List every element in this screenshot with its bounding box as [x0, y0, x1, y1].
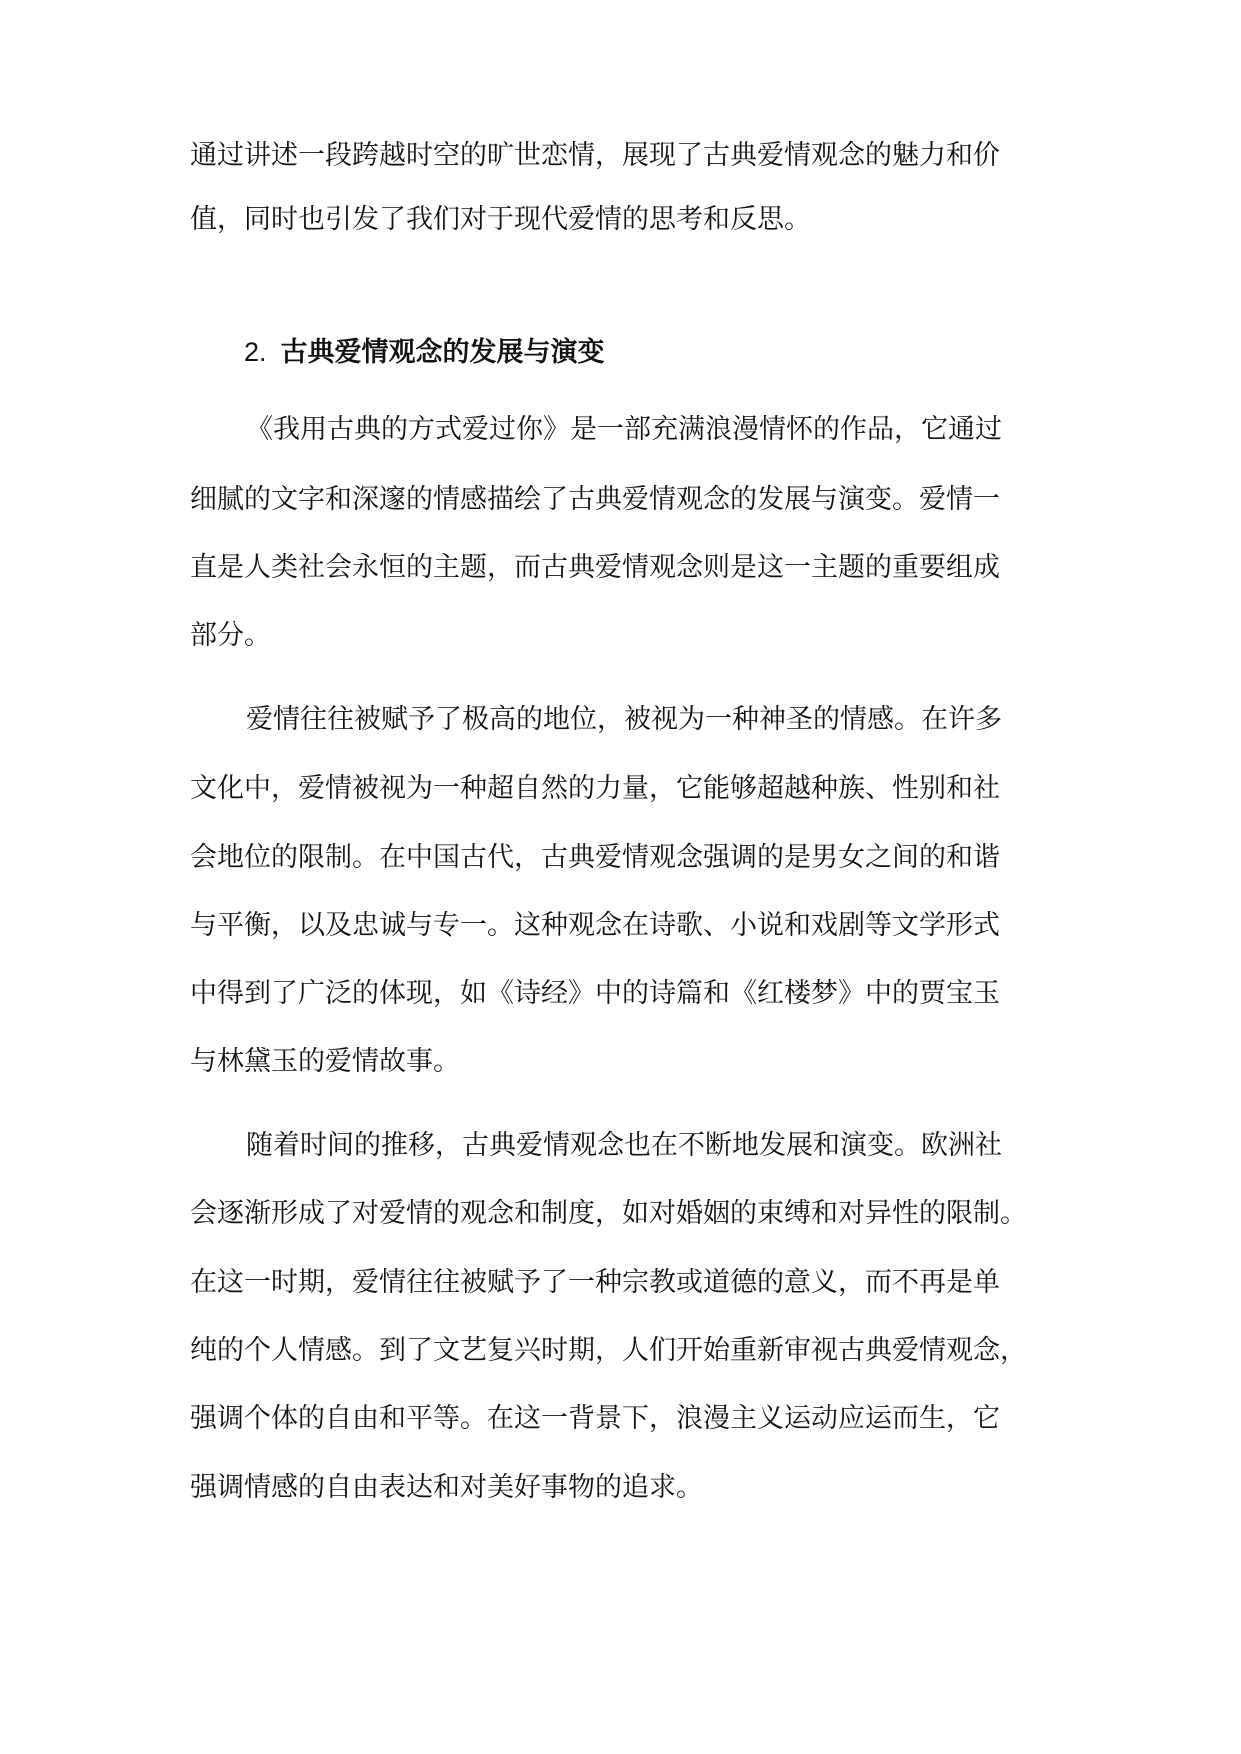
paragraph1-line-3: 直是人类社会永恒的主题，而古典爱情观念则是这一主题的重要组成 [190, 552, 1000, 583]
paragraph3-line-1: 随着时间的推移，古典爱情观念也在不断地发展和演变。欧洲社 [246, 1130, 1002, 1161]
paragraph1-line-2: 细腻的文字和深邃的情感描绘了古典爱情观念的发展与演变。爱情一 [190, 484, 1000, 515]
intro-line-1: 通过讲述一段跨越时空的旷世恋情，展现了古典爱情观念的魅力和价 [190, 140, 1000, 171]
paragraph1-line-1: 《我用古典的方式爱过你》是一部充满浪漫情怀的作品，它通过 [246, 414, 1002, 445]
paragraph2-line-4: 与平衡，以及忠诚与专一。这种观念在诗歌、小说和戏剧等文学形式 [190, 910, 1000, 941]
paragraph3-line-4: 纯的个人情感。到了文艺复兴时期，人们开始重新审视古典爱情观念， [190, 1335, 1027, 1366]
paragraph2-line-3: 会地位的限制。在中国古代，古典爱情观念强调的是男女之间的和谐 [190, 842, 1000, 873]
section-heading [244, 332, 605, 372]
paragraph3-line-2: 会逐渐形成了对爱情的观念和制度，如对婚姻的束缚和对异性的限制。 [190, 1198, 1027, 1229]
paragraph3-line-3: 在这一时期，爱情往往被赋予了一种宗教或道德的意义，而不再是单 [190, 1267, 1000, 1298]
paragraph3-line-6: 强调情感的自由表达和对美好事物的追求。 [190, 1472, 703, 1503]
paragraph1-line-4: 部分。 [190, 620, 271, 651]
paragraph2-line-1: 爱情往往被赋予了极高的地位，被视为一种神圣的情感。在许多 [246, 704, 1002, 735]
section-number: 2. [244, 337, 267, 367]
paragraph2-line-2: 文化中，爱情被视为一种超自然的力量，它能够超越种族、性别和社 [190, 773, 1000, 804]
intro-line-2: 值，同时也引发了我们对于现代爱情的思考和反思。 [190, 204, 811, 235]
paragraph3-line-5: 强调个体的自由和平等。在这一背景下，浪漫主义运动应运而生，它 [190, 1403, 1000, 1434]
section-title: 古典爱情观念的发展与演变 [280, 337, 605, 368]
paragraph2-line-5: 中得到了广泛的体现，如《诗经》中的诗篇和《红楼梦》中的贾宝玉 [190, 978, 1000, 1009]
paragraph2-line-6: 与林黛玉的爱情故事。 [190, 1046, 460, 1077]
